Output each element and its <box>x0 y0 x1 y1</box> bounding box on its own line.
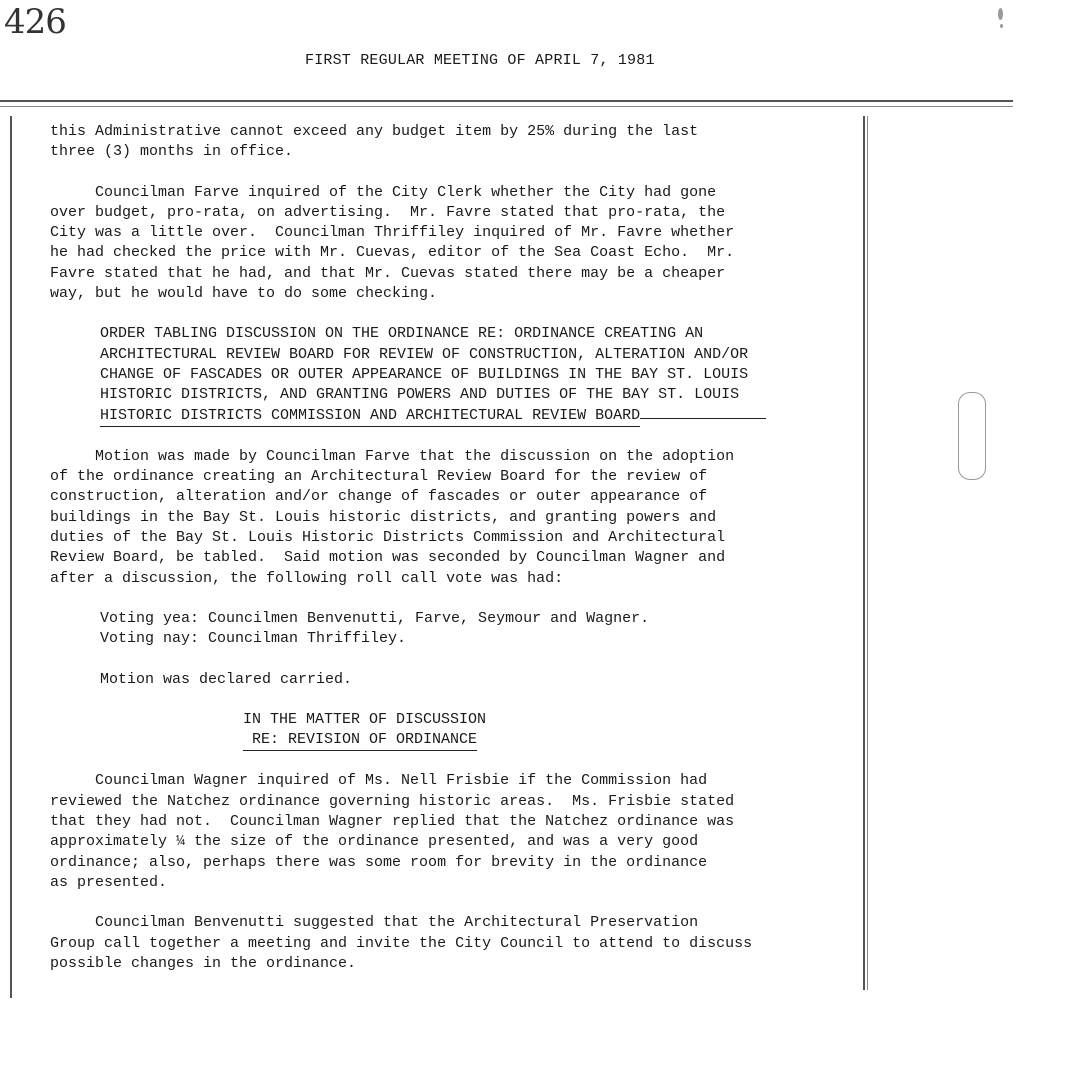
heading-line: ORDER TABLING DISCUSSION ON THE ORDINANCE RE: ORDINANCE CREATING AN <box>100 325 704 343</box>
page-header: FIRST REGULAR MEETING OF APRIL 7, 1981 <box>305 52 655 69</box>
paragraph-motion <box>50 447 850 589</box>
text-line: as presented. <box>50 873 168 891</box>
section-heading-discussion <box>50 710 850 752</box>
text-line: Favre stated that he had, and that Mr. Cuevas stated there may be a cheaper <box>50 264 726 282</box>
paper-speck <box>998 8 1003 20</box>
text-line: this Administrative cannot exceed any budget item by 25% during the last <box>50 123 699 140</box>
text-line: reviewed the Natchez ordinance governing historic areas. Ms. Frisbie stated <box>50 792 735 810</box>
heading-line: RE: REVISION OF ORDINANCE <box>243 730 477 751</box>
paragraph-budget <box>50 122 850 163</box>
heading-line: HISTORIC DISTRICTS COMMISSION AND ARCHITECTURAL REVIEW BOARD <box>100 406 640 427</box>
vote-nay: Voting nay: Councilman Thriffiley. <box>100 630 407 648</box>
vote-record <box>50 609 850 650</box>
text-line: over budget, pro-rata, on advertising. Mr. Favre stated that pro-rata, the <box>50 203 726 221</box>
text-line: of the ordinance creating an Architectural Review Board for the review of <box>50 468 708 486</box>
text-line: Councilman Farve inquired of the City Clerk whether the City had gone <box>50 183 717 201</box>
header-rule <box>0 100 1013 102</box>
heading-line: IN THE MATTER OF DISCUSSION <box>243 710 487 728</box>
text-line: possible changes in the ordinance. <box>50 954 357 972</box>
text-line: three (3) months in office. <box>50 143 294 161</box>
paper-speck <box>1000 24 1003 28</box>
paragraph-advertising <box>50 183 850 305</box>
heading-line: ARCHITECTURAL REVIEW BOARD FOR REVIEW OF CONSTRUCTION, ALTERATION AND/OR <box>100 345 749 363</box>
section-heading-order <box>50 324 850 426</box>
text-line: way, but he would have to do some checking. <box>50 285 438 303</box>
binder-hole <box>958 392 986 480</box>
paragraph-natchez <box>50 771 850 893</box>
text-line: duties of the Bay St. Louis Historic Districts Commission and Architectural <box>50 529 726 547</box>
text-line: construction, alteration and/or change of fascades or outer appearance of <box>50 488 708 506</box>
header-rule-secondary <box>0 106 1013 107</box>
page-number: 426 <box>4 2 66 42</box>
right-margin-line <box>863 116 865 990</box>
motion-result <box>50 670 850 690</box>
text-line: City was a little over. Councilman Thriffiley inquired of Mr. Favre whether <box>50 224 735 242</box>
text-line: ordinance; also, perhaps there was some room for brevity in the ordinance <box>50 853 708 871</box>
text-line: he had checked the price with Mr. Cuevas, editor of the Sea Coast Echo. Mr. <box>50 244 735 262</box>
text-line: after a discussion, the following roll call vote was had: <box>50 569 564 587</box>
text-line: buildings in the Bay St. Louis historic districts, and granting powers and <box>50 508 717 526</box>
text-line: that they had not. Councilman Wagner replied that the Natchez ordinance was <box>50 813 735 831</box>
text-line: Councilman Benvenutti suggested that the Architectural Preservation <box>50 914 699 932</box>
text-line: Councilman Wagner inquired of Ms. Nell Frisbie if the Commission had <box>50 772 708 790</box>
left-margin-line <box>10 116 12 998</box>
text-line: Group call together a meeting and invite the City Council to attend to discuss <box>50 934 753 952</box>
document-body <box>50 122 850 974</box>
text-line: Review Board, be tabled. Said motion was seconded by Councilman Wagner and <box>50 549 726 567</box>
text-line: Motion was made by Councilman Farve that the discussion on the adoption <box>50 447 735 465</box>
paragraph-meeting <box>50 913 850 974</box>
text-line: approximately ¼ the size of the ordinance presented, and was a very good <box>50 833 699 851</box>
heading-line: CHANGE OF FASCADES OR OUTER APPEARANCE OF BUILDINGS IN THE BAY ST. LOUIS <box>100 365 749 383</box>
heading-line: HISTORIC DISTRICTS, AND GRANTING POWERS AND DUTIES OF THE BAY ST. LOUIS <box>100 386 740 404</box>
text-line: Motion was declared carried. <box>100 670 353 688</box>
vote-yea: Voting yea: Councilmen Benvenutti, Farve, Seymour and Wagner. <box>100 609 650 627</box>
right-margin-line-secondary <box>867 116 868 990</box>
